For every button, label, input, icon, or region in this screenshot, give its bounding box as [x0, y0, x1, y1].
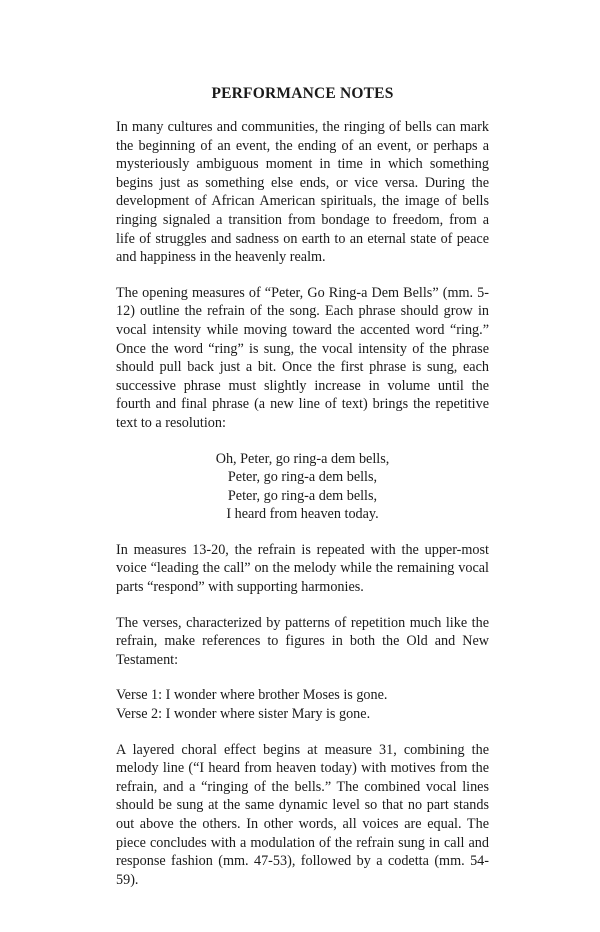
- refrain-lyrics: [116, 450, 489, 524]
- opening-measures-paragraph: The opening measures of “Peter, Go Ring-a Dem Bells” (mm. 5-12) outline the refrain of the song. Each phrase should grow in vocal intensity while moving toward the accented word “ring.” Once the word “ring” is sung, the vocal intensity of the phrase should pull back just a bit. Once the first phrase is sung, each successive phrase must slightly increase in volume until the fourth and final phrase (a new line of text) brings the repetitive text to a resolution:: [116, 284, 489, 431]
- intro-paragraph: In many cultures and communities, the ringing of bells can mark the beginning of an event, the ending of an event, or perhaps a mysteriously ambiguous moment in time in which something begins just as something else ends, or vice versa. During the development of African American spirituals, the image of bells ringing signaled a transition from bondage to freedom, from a life of struggles and sadness on earth to an eternal state of peace and happiness in the heavenly realm.: [116, 119, 489, 266]
- lyric-line: I heard from heaven today.: [226, 506, 379, 523]
- verse-line: Verse 1: I wonder where brother Moses is gone.: [116, 687, 388, 704]
- layered-effect-paragraph: A layered choral effect begins at measure 31, combining the melody line (“I heard from heaven today) with motives from the refrain, and a “ringing of the bells.” The combined vocal lines should be sung at the same dynamic level so that no part stands out above the others. In other words, all voices are equal. The piece concludes with a modulation of the refrain sung in call and response fashion (mm. 47-53), followed by a codetta (mm. 54-59).: [116, 741, 489, 888]
- lyric-line: Oh, Peter, go ring-a dem bells,: [215, 450, 390, 467]
- verses-intro-paragraph: The verses, characterized by patterns of repetition much like the refrain, make references to figures in both the Old and New Testament:: [116, 614, 489, 668]
- page-content: [116, 84, 489, 906]
- page-title: PERFORMANCE NOTES: [211, 85, 394, 102]
- verse-line: Verse 2: I wonder where sister Mary is gone.: [116, 706, 371, 723]
- refrain-repeat-paragraph: In measures 13-20, the refrain is repeated with the upper-most voice “leading the call” on the melody while the remaining vocal parts “respond” with supporting harmonies.: [116, 541, 489, 596]
- verse-list: [116, 686, 489, 723]
- lyric-line: Peter, go ring-a dem bells,: [227, 469, 378, 486]
- lyric-line: Peter, go ring-a dem bells,: [227, 487, 378, 504]
